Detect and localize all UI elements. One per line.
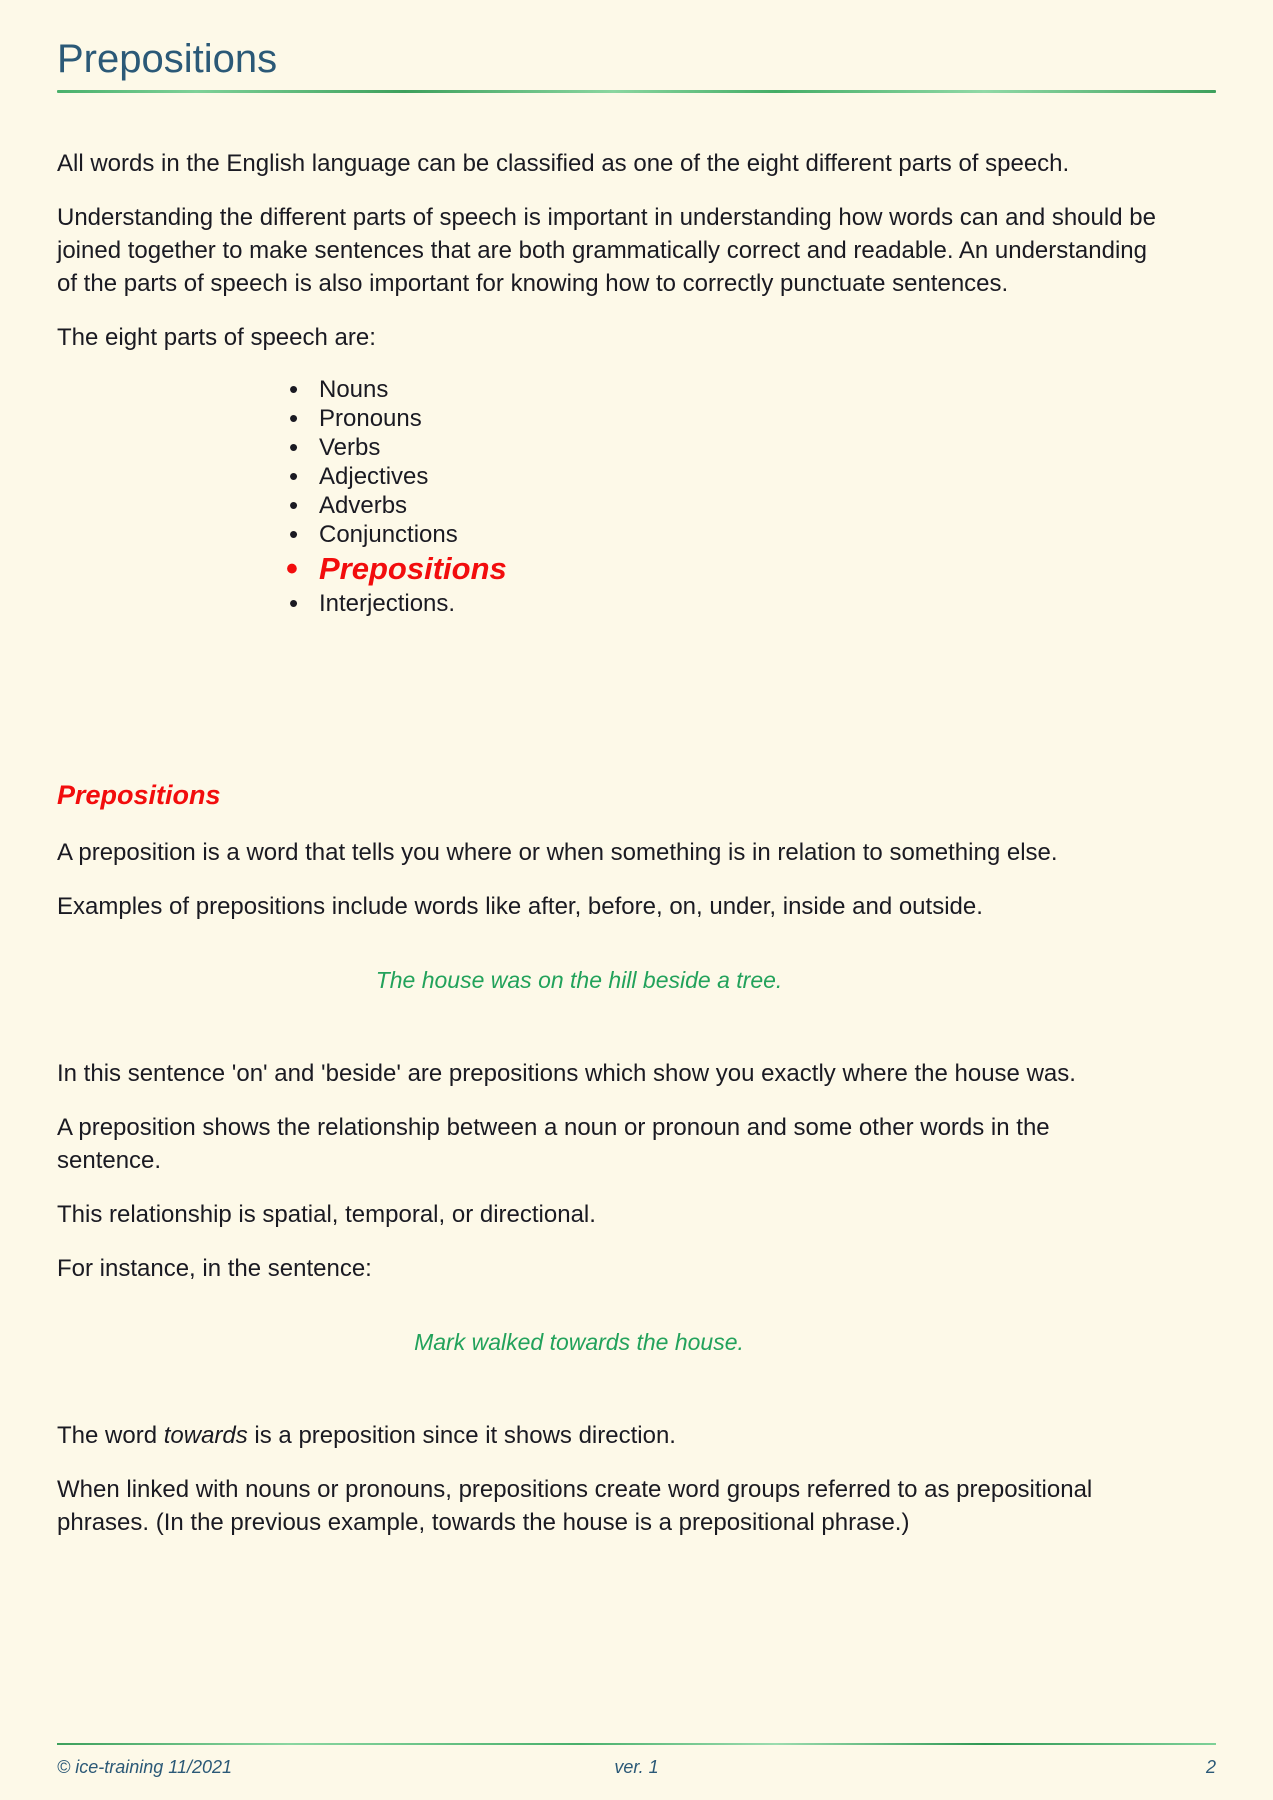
list-item-pronouns: • Pronouns xyxy=(289,404,1157,433)
document-body xyxy=(57,147,1157,1539)
title-underline-rule xyxy=(57,90,1216,93)
footer-version: ver. 1 xyxy=(614,1757,659,1777)
example-sentence-1: The house was on the hill beside a tree. xyxy=(375,967,783,993)
list-item-adjectives: • Adjectives xyxy=(289,462,1157,491)
paragraph-intro-3: The eight parts of speech are: xyxy=(57,324,376,351)
list-item-conjunctions: • Conjunctions xyxy=(289,520,1157,549)
list-item-verbs: • Verbs xyxy=(289,433,1157,462)
footer-rule xyxy=(57,1743,1216,1745)
paragraph-prepositional-phrases: When linked with nouns or pronouns, prepositions create word groups referred to as prepositional phrases. (In the previous example, towards the house is a prepositional phrase.) xyxy=(57,1476,1093,1536)
paragraph-sentence-analysis: In this sentence 'on' and 'beside' are prepositions which show you exactly where the house was. xyxy=(57,1060,1076,1087)
footer-page-number: 2 xyxy=(1205,1757,1216,1777)
paragraph-definition: A preposition is a word that tells you where or when something is in relation to something else. xyxy=(57,839,1058,866)
paragraph-relationship-types: This relationship is spatial, temporal, or directional. xyxy=(57,1201,596,1228)
list-item-adverbs: • Adverbs xyxy=(289,491,1157,520)
paragraph-relationship: A preposition shows the relationship between a noun or pronoun and some other words in the sentence. xyxy=(57,1114,1050,1174)
paragraph-examples-words: Examples of prepositions include words like after, before, on, under, inside and outside. xyxy=(57,893,983,920)
list-item-interjections: • Interjections. xyxy=(289,589,1157,618)
document-footer xyxy=(57,1743,1216,1778)
footer-copyright: © ice-training 11/2021 xyxy=(57,1757,233,1777)
list-item-nouns: • Nouns xyxy=(289,375,1157,404)
paragraph-towards-word: towards xyxy=(163,1422,248,1449)
paragraph-intro-1: All words in the English language can be classified as one of the eight different parts of speech. xyxy=(57,150,1070,177)
paragraph-towards xyxy=(57,1419,1157,1452)
paragraph-for-instance: For instance, in the sentence: xyxy=(57,1255,372,1282)
example-sentence-2: Mark walked towards the house. xyxy=(414,1329,744,1355)
parts-of-speech-list xyxy=(289,375,1157,618)
paragraph-towards-before: The word xyxy=(57,1422,164,1449)
list-item-prepositions-highlighted: • Prepositions xyxy=(289,549,1157,589)
page-title: Prepositions xyxy=(57,37,278,81)
paragraph-towards-after: is a preposition since it shows direction. xyxy=(247,1422,676,1449)
document-header xyxy=(57,38,1216,93)
section-heading-prepositions: Prepositions xyxy=(57,780,221,810)
paragraph-intro-2: Understanding the different parts of speech is important in understanding how words can and should be joined together to make sentences that are both grammatically correct and readable. An understanding of the parts of speech is also important for knowing how to correctly punctuate sentences. xyxy=(57,204,1156,297)
footer-row xyxy=(57,1757,1216,1778)
